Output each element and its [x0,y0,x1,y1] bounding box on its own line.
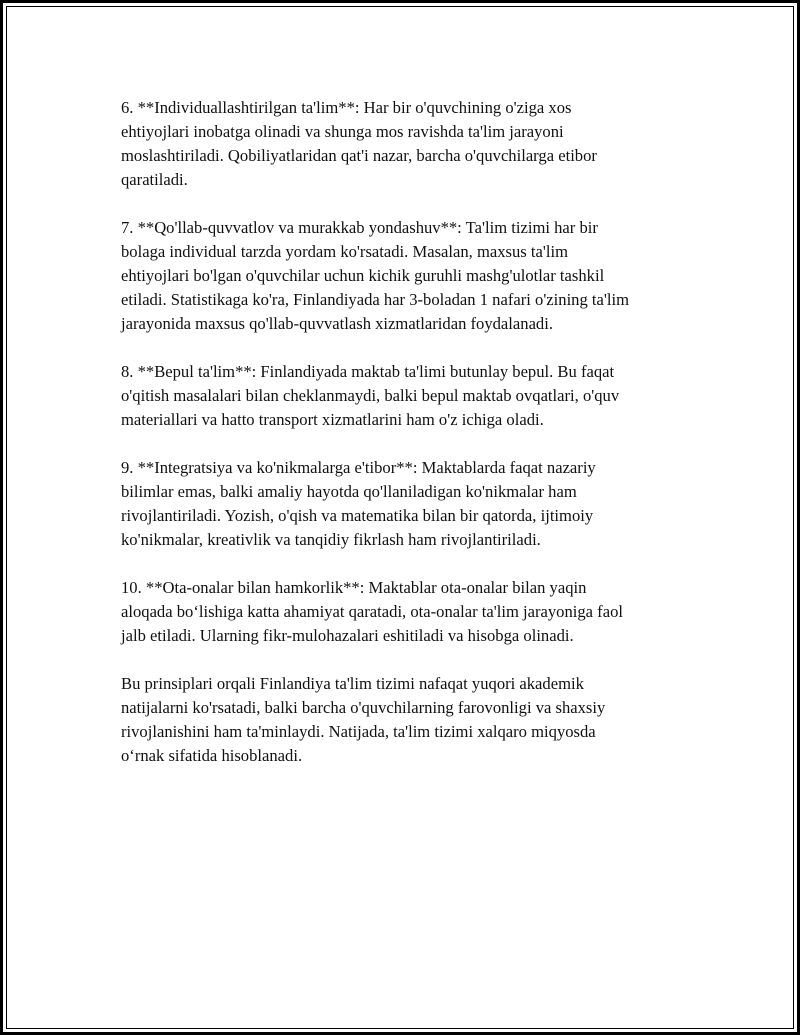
text-line: qaratiladi. [121,170,188,189]
text-line: oʻrnak sifatida hisoblanadi. [121,746,303,765]
paragraph-parent-cooperation [121,576,689,648]
text-line: natijalarni ko'rsatadi, balki barcha o'quvchilarning farovonligi va shaxsiy [121,698,606,717]
text-line: jalb etiladi. Ularning fikr-mulohazalari eshitiladi va hisobga olinadi. [121,626,574,645]
document-body [121,96,689,792]
text-line: bolaga individual tarzda yordam ko'rsatadi. Masalan, maxsus ta'lim [121,242,568,261]
text-line: ehtiyojlari bo'lgan o'quvchilar uchun kichik guruhli mashg'ulotlar tashkil [121,266,605,285]
text-line: 7. **Qo'llab-quvvatlov va murakkab yondashuv**: Ta'lim tizimi har bir [121,218,598,237]
text-line: Bu prinsiplari orqali Finlandiya ta'lim tizimi nafaqat yuqori akademik [121,674,584,693]
text-line: ehtiyojlari inobatga olinadi va shunga mos ravishda ta'lim jarayoni [121,122,564,141]
paragraph-support-approach [121,216,689,336]
text-line: etiladi. Statistikaga ko'ra, Finlandiyada har 3-boladan 1 nafari o'zining ta'lim [121,290,630,309]
text-line: 8. **Bepul ta'lim**: Finlandiyada maktab ta'limi butunlay bepul. Bu faqat [121,362,615,381]
text-line: bilimlar emas, balki amaliy hayotda qo'llaniladigan ko'nikmalar ham [121,482,577,501]
text-line: rivojlantiriladi. Yozish, o'qish va matematika bilan bir qatorda, ijtimoiy [121,506,594,525]
text-line: jarayonida maxsus qo'llab-quvvatlash xizmatlaridan foydalanadi. [121,314,553,333]
text-line: materiallari va hatto transport xizmatlarini ham o'z ichiga oladi. [121,410,544,429]
text-line: o'qitish masalalari bilan cheklanmaydi, balki bepul maktab ovqatlari, o'quv [121,386,620,405]
paragraph-integration-skills [121,456,689,552]
text-line: ko'nikmalar, kreativlik va tanqidiy fikrlash ham rivojlantiriladi. [121,530,541,549]
text-line: aloqada boʻlishiga katta ahamiyat qaratadi, ota-onalar ta'lim jarayoniga faol [121,602,623,621]
text-line: 9. **Integratsiya va ko'nikmalarga e'tibor**: Maktablarda faqat nazariy [121,458,596,477]
text-line: 6. **Individuallashtirilgan ta'lim**: Har bir o'quvchining o'ziga xos [121,98,572,117]
text-line: rivojlanishini ham ta'minlaydi. Natijada, ta'lim tizimi xalqaro miqyosda [121,722,596,741]
paragraph-conclusion [121,672,689,768]
text-line: moslashtiriladi. Qobiliyatlaridan qat'i nazar, barcha o'quvchilarga etibor [121,146,597,165]
text-line: 10. **Ota-onalar bilan hamkorlik**: Maktablar ota-onalar bilan yaqin [121,578,587,597]
paragraph-free-education [121,360,689,432]
paragraph-individualized-learning [121,96,689,192]
